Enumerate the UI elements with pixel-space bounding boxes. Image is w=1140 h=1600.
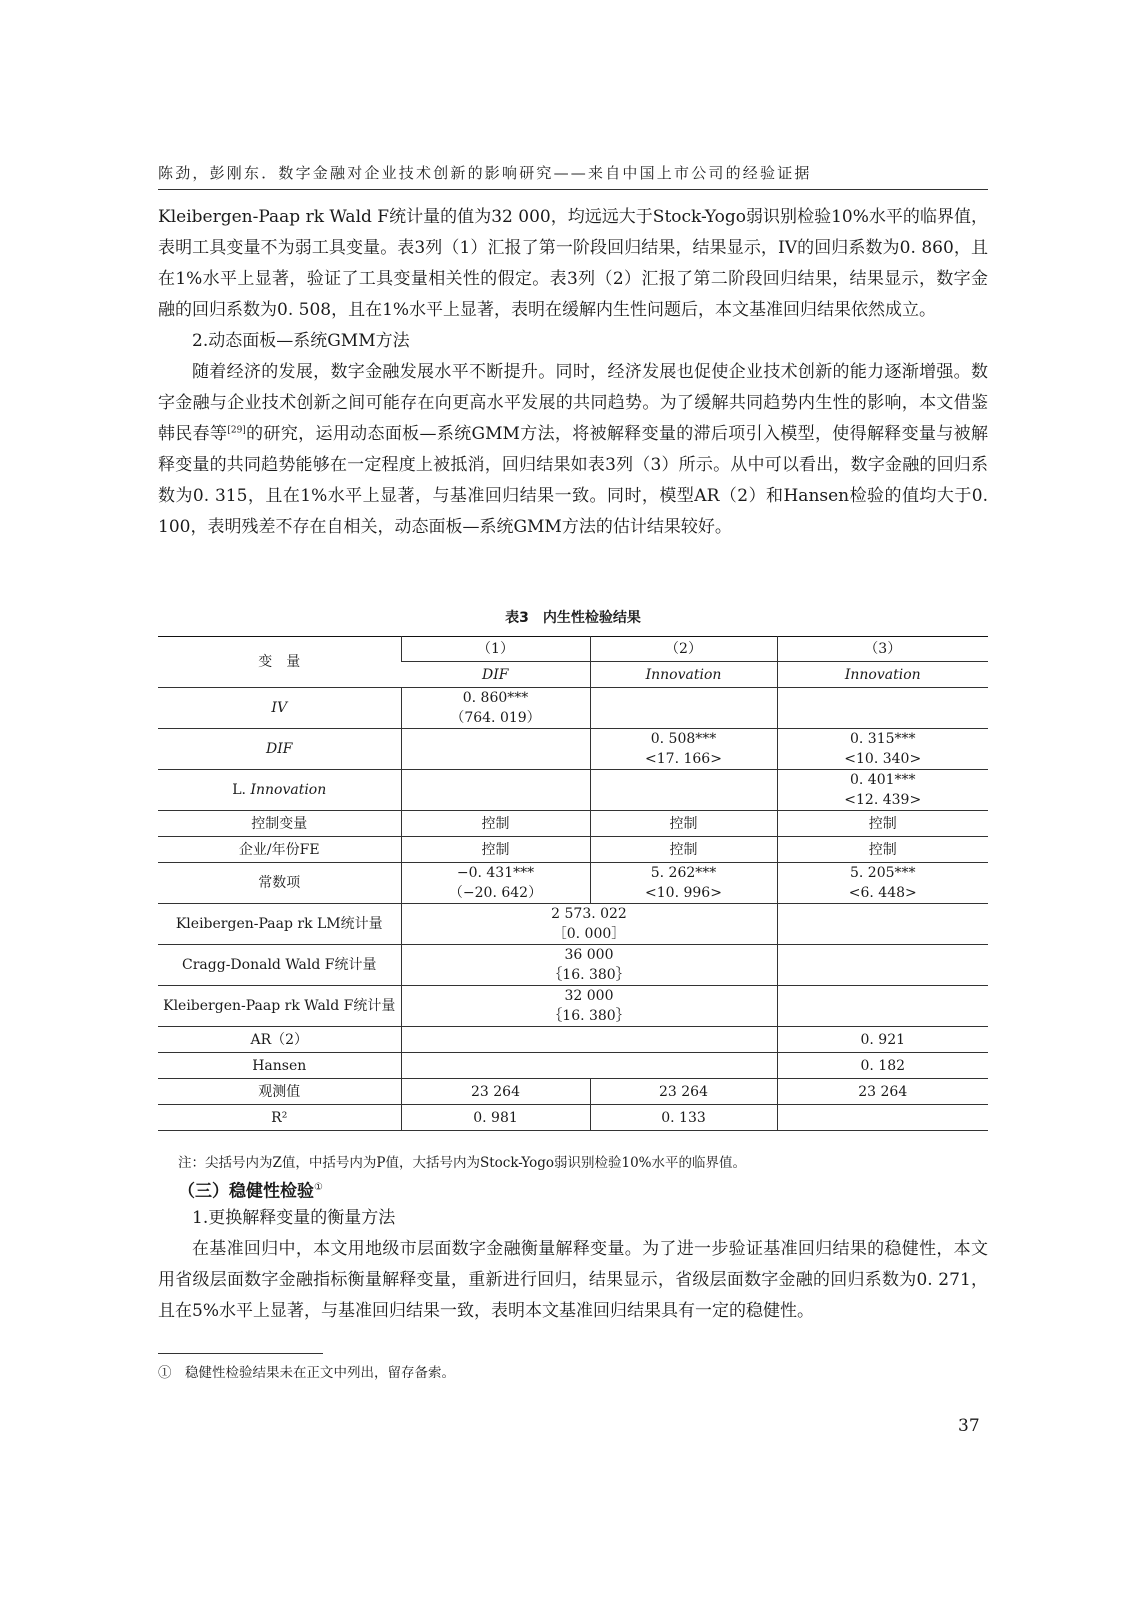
header-row-cols — [158, 637, 988, 662]
paragraph-gmm-part-b: 的研究，运用动态面板—系统GMM方法，将被解释变量的滞后项引入模型，使得解释变量与被解释变量的共同趋势能够在一定程度上被抵消，回归结果如表3列（3）所示。从中可以看出，数字金融的回归系数为0. 315，且在1%水平上显著，与基准回归结果一致。同时，模型AR（2）和Hansen检验的值均大于0. 100，表明残差不存在自相关，动态面板—系统GMM方法的估计结果较好。 — [158, 424, 988, 537]
stat-value: 32 000 — [564, 988, 614, 1004]
stat: <17. 166> — [645, 751, 722, 767]
footnote: ① 稳健性检验结果未在正文中列出，留存备索。 — [158, 1365, 455, 1381]
stat-critical: ｛16. 380｝ — [548, 1008, 630, 1024]
cell-merged — [401, 986, 777, 1027]
subhead-replace-measure: 1.更换解释变量的衡量方法 — [192, 1208, 396, 1228]
coef: 0. 401*** — [849, 772, 916, 788]
coef: 0. 508*** — [650, 731, 717, 747]
table-endogeneity — [158, 636, 988, 1131]
body-section-bottom — [158, 1203, 988, 1327]
cell-merged — [401, 945, 777, 986]
cell-empty — [777, 986, 988, 1027]
paragraph-gmm — [158, 357, 988, 543]
section-title: （三）稳健性检验 — [178, 1181, 314, 1202]
cell: 控制 — [401, 837, 590, 863]
stat-pvalue: ［0. 000］ — [552, 926, 626, 942]
body-section-top — [158, 202, 988, 543]
row-dif — [158, 729, 988, 770]
coef: −0. 431*** — [456, 865, 535, 881]
cell-empty — [401, 729, 590, 770]
row-label: 观测值 — [258, 1083, 301, 1100]
footnote-divider — [158, 1353, 323, 1354]
row-ar2 — [158, 1027, 988, 1053]
row-label: Kleibergen-Paap rk LM统计量 — [175, 916, 383, 932]
row-kp-lm — [158, 904, 988, 945]
cell: 0. 133 — [590, 1105, 777, 1131]
cell: 23 264 — [590, 1079, 777, 1105]
row-label-prefix: L. — [232, 782, 251, 798]
dep-var-2: Innovation — [590, 662, 777, 688]
stat: <10. 340> — [844, 751, 922, 767]
cell-empty — [401, 1027, 777, 1053]
col-1-header: （1） — [401, 637, 590, 662]
cell — [777, 863, 988, 904]
cell-empty — [401, 770, 590, 811]
cell-empty — [777, 945, 988, 986]
col-3-header: （3） — [777, 637, 988, 662]
dep-var-1: DIF — [482, 666, 509, 683]
row-label: DIF — [266, 741, 293, 757]
row-cragg-donald — [158, 945, 988, 986]
stat: （764. 019） — [450, 710, 541, 726]
paragraph-gmm-part-a: 随着经济的发展，数字金融发展水平不断提升。同时，经济发展也促使企业技术创新的能力逐渐增强。数字金融与企业技术创新之间可能存在向更高水平发展的共同趋势。为了缓解共同趋势内生性的影响，本文借鉴韩民春等 — [158, 362, 988, 444]
paragraph-robustness: 在基准回归中，本文用地级市层面数字金融衡量解释变量。为了进一步验证基准回归结果的稳健性，本文用省级层面数字金融指标衡量解释变量，重新进行回归，结果显示，省级层面数字金融的回归系数为0. 271，且在5%水平上显著，与基准回归结果一致，表明本文基准回归结果具有一定的稳健性。 — [158, 1239, 988, 1321]
cell-empty — [590, 770, 777, 811]
cell-merged — [401, 904, 777, 945]
row-lag-innovation — [158, 770, 988, 811]
row-kp-wald — [158, 986, 988, 1027]
row-controls — [158, 811, 988, 837]
coef: 0. 860*** — [462, 690, 529, 706]
stat-critical: ｛16. 380｝ — [548, 967, 630, 983]
cell-empty — [777, 688, 988, 729]
table-caption: 表3 内生性检验结果 — [505, 610, 641, 626]
row-label: Kleibergen-Paap rk Wald F统计量 — [163, 998, 396, 1014]
paragraph-instrument-results: Kleibergen-Paap rk Wald F统计量的值为32 000，均远远大于Stock-Yogo弱识别检验10%水平的临界值，表明工具变量不为弱工具变量。表3列（1）汇报了第一阶段回归结果，结果显示，IV的回归系数为0. 860，且在1%水平上显著，验证了工具变量相关性的假定。表3列（2）汇报了第二阶段回归结果，结果显示，数字金融的回归系数为0. 508，且在1%水平上显著，表明在缓解内生性问题后，本文基准回归结果依然成立。 — [158, 207, 988, 320]
cell: 控制 — [777, 811, 988, 837]
cell-empty — [590, 688, 777, 729]
footnote-marker: ① — [314, 1182, 323, 1193]
cell — [590, 729, 777, 770]
row-hansen — [158, 1053, 988, 1079]
row-label: 企业/年份FE — [238, 841, 320, 858]
row-observations — [158, 1079, 988, 1105]
cell: 0. 921 — [777, 1027, 988, 1053]
dep-var-3: Innovation — [777, 662, 988, 688]
cell — [401, 863, 590, 904]
cell-empty — [777, 904, 988, 945]
cell: 0. 182 — [777, 1053, 988, 1079]
cell-empty — [401, 1053, 777, 1079]
col-2-header: （2） — [590, 637, 777, 662]
stat: <10. 996> — [645, 885, 722, 901]
cell: 23 264 — [777, 1079, 988, 1105]
row-r2 — [158, 1105, 988, 1131]
stat-value: 2 573. 022 — [551, 906, 627, 922]
table-note: 注：尖括号内为Z值，中括号内为P值，大括号内为Stock-Yogo弱识别检验10%水平的临界值。 — [178, 1155, 746, 1171]
cell-empty — [777, 1105, 988, 1131]
var-header: 变 量 — [258, 654, 301, 670]
cell: 控制 — [590, 837, 777, 863]
stat: <6. 448> — [848, 885, 917, 901]
row-iv — [158, 688, 988, 729]
row-label: 控制变量 — [251, 815, 308, 832]
cell: 控制 — [401, 811, 590, 837]
row-label: R² — [271, 1109, 288, 1126]
stat-value: 36 000 — [564, 947, 614, 963]
coef: 5. 262*** — [650, 865, 717, 881]
row-label-italic: Innovation — [250, 782, 327, 798]
row-label: IV — [271, 700, 288, 716]
subhead-dynamic-panel: 2.动态面板—系统GMM方法 — [192, 331, 410, 351]
stat: （−20. 642） — [448, 885, 543, 901]
cell: 23 264 — [401, 1079, 590, 1105]
cell — [590, 863, 777, 904]
row-label: AR（2） — [250, 1031, 309, 1048]
cell — [777, 729, 988, 770]
coef: 5. 205*** — [849, 865, 916, 881]
row-label: 常数项 — [258, 875, 301, 891]
cell — [777, 770, 988, 811]
cell: 控制 — [590, 811, 777, 837]
stat: <12. 439> — [844, 792, 922, 808]
row-label: Cragg-Donald Wald F统计量 — [182, 957, 377, 973]
row-label: Hansen — [252, 1057, 307, 1074]
row-label — [158, 770, 401, 811]
coef: 0. 315*** — [849, 731, 916, 747]
running-head: 陈劲，彭刚东．数字金融对企业技术创新的影响研究——来自中国上市公司的经验证据 — [158, 162, 988, 190]
cell — [401, 688, 590, 729]
cell: 控制 — [777, 837, 988, 863]
row-constant — [158, 863, 988, 904]
page-number: 37 — [958, 1416, 980, 1436]
row-fe — [158, 837, 988, 863]
cell: 0. 981 — [401, 1105, 590, 1131]
citation-ref: [29] — [227, 425, 246, 436]
